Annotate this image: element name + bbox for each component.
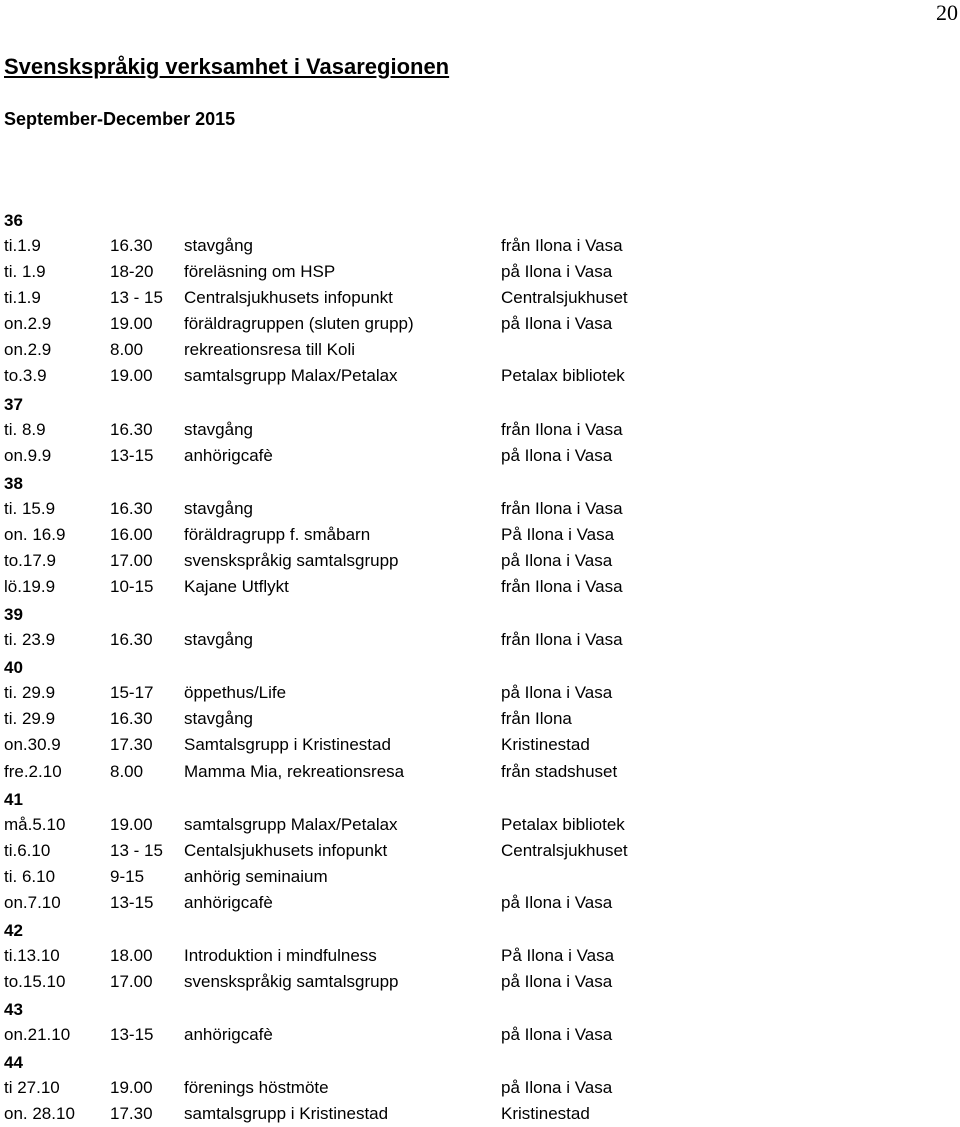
event-time: 19.00 [110,366,153,386]
schedule-row [4,1022,704,1048]
schedule-row [4,259,704,285]
event-date: ti.13.10 [4,945,60,965]
event-date: fre.2.10 [4,761,62,781]
event-name: öppethus/Life [184,683,287,703]
event-date: to.15.10 [4,972,66,992]
event-place: på Ilona i Vasa [501,1078,613,1098]
event-name: Centralsjukhusets infopunkt [184,288,393,308]
schedule-row [4,363,704,389]
event-name: svenskspråkig samtalsgrupp [184,972,399,992]
schedule-row [4,969,704,995]
event-time: 13 - 15 [110,288,163,308]
event-name: samtalsgrupp Malax/Petalax [184,366,398,386]
schedule-row [4,864,704,890]
event-date: to.3.9 [4,366,47,386]
document-title: Svenskspråkig verksamhet i Vasaregionen [4,54,450,79]
event-time: 16.30 [110,419,153,439]
event-time: 17.00 [110,972,153,992]
event-place: på Ilona i Vasa [501,445,613,465]
event-date: on. 16.9 [4,524,66,544]
event-time: 18.00 [110,945,153,965]
event-time: 16.30 [110,498,153,518]
event-name: stavgång [184,419,253,439]
event-place: på Ilona i Vasa [501,892,613,912]
event-time: 19.00 [110,1078,153,1098]
event-time: 16.30 [110,709,153,729]
schedule-row [4,890,704,916]
event-date: ti 27.10 [4,1078,60,1098]
event-place: Centralsjukhuset [501,288,628,308]
event-date: on.30.9 [4,735,61,755]
event-date: ti. 29.9 [4,709,56,729]
schedule-row [4,337,704,363]
event-time: 13-15 [110,1025,154,1045]
event-date: ti. 23.9 [4,630,56,650]
event-date: on.21.10 [4,1025,71,1045]
event-name: stavgång [184,236,253,255]
event-place: På Ilona i Vasa [501,524,615,544]
event-name: stavgång [184,630,253,650]
page-number: 20 [936,0,958,25]
event-time: 17.00 [110,550,153,570]
week-number-heading: 37 [4,394,23,414]
schedule-row [4,732,704,758]
event-place: Kristinestad [501,735,590,755]
schedule-row [4,522,704,548]
event-date: to.17.9 [4,550,56,570]
event-place: från Ilona i Vasa [501,498,623,518]
event-time: 19.00 [110,814,153,834]
event-name: rekreationsresa till Koli [184,340,356,360]
event-place: från Ilona i Vasa [501,236,623,255]
event-place: Petalax bibliotek [501,814,625,834]
event-place: på Ilona i Vasa [501,1025,613,1045]
event-time: 13 - 15 [110,840,163,860]
event-name: samtalsgrupp i Kristinestad [184,1104,389,1124]
schedule-row [4,233,704,259]
event-place: från Ilona i Vasa [501,630,623,650]
event-place: Petalax bibliotek [501,366,625,386]
event-place: på Ilona i Vasa [501,262,613,282]
event-name: föräldragrupp f. småbarn [184,524,371,544]
schedule-row [4,706,704,732]
event-time: 16.30 [110,236,153,255]
event-time: 9-15 [110,866,145,886]
document-subtitle: September-December 2015 [4,109,236,129]
event-time: 18-20 [110,262,154,282]
event-date: ti.1.9 [4,236,41,255]
schedule-row [4,1101,704,1127]
event-date: lö.19.9 [4,577,56,597]
event-date: ti. 15.9 [4,498,56,518]
week-number-heading: 41 [4,789,23,809]
event-time: 10-15 [110,577,154,597]
week-number-heading: 42 [4,920,23,940]
event-place: Kristinestad [501,1104,590,1124]
event-date: ti. 1.9 [4,262,46,282]
schedule-row [4,496,704,522]
schedule-row [4,838,704,864]
schedule-row [4,759,704,785]
event-place: Centralsjukhuset [501,840,628,860]
event-time: 19.00 [110,314,153,334]
event-date: ti.1.9 [4,288,41,308]
event-name: anhörigcafè [184,892,273,912]
event-place: från Ilona [501,709,572,729]
schedule-row [4,548,704,574]
event-name: Centalsjukhusets infopunkt [184,840,388,860]
event-name: föräldragruppen (sluten grupp) [184,314,414,334]
event-name: stavgång [184,498,253,518]
week-number-heading: 40 [4,658,23,678]
event-time: 17.30 [110,1104,153,1124]
event-date: må.5.10 [4,814,66,834]
event-name: Introduktion i mindfulness [184,945,377,965]
event-name: Mamma Mia, rekreationsresa [184,761,405,781]
event-name: samtalsgrupp Malax/Petalax [184,814,398,834]
week-number-heading: 36 [4,211,23,230]
event-place: på Ilona i Vasa [501,314,613,334]
schedule-row [4,285,704,311]
week-number-heading: 39 [4,605,23,625]
event-name: Samtalsgrupp i Kristinestad [184,735,391,755]
event-time: 16.00 [110,524,153,544]
event-place: På Ilona i Vasa [501,945,615,965]
event-time: 15-17 [110,683,154,703]
event-place: från Ilona i Vasa [501,577,623,597]
event-place: på Ilona i Vasa [501,683,613,703]
event-time: 8.00 [110,340,144,360]
schedule-row [4,311,704,337]
event-name: föreläsning om HSP [184,262,336,282]
week-number-heading: 38 [4,473,23,493]
schedule-row [4,1075,704,1101]
schedule-row [4,443,704,469]
event-place: på Ilona i Vasa [501,972,613,992]
event-time: 13-15 [110,445,154,465]
event-date: ti. 8.9 [4,419,46,439]
event-place: från Ilona i Vasa [501,419,623,439]
event-time: 17.30 [110,735,153,755]
event-name: svenskspråkig samtalsgrupp [184,550,399,570]
event-date: on.2.9 [4,314,52,334]
week-number-heading: 44 [4,1053,23,1073]
event-date: on.7.10 [4,892,61,912]
schedule-row [4,680,704,706]
event-place: från stadshuset [501,761,618,781]
event-name: förenings höstmöte [184,1078,329,1098]
schedule-row [4,812,704,838]
event-time: 16.30 [110,630,153,650]
schedule-row [4,574,704,600]
event-name: anhörig seminaium [184,866,328,886]
event-date: on.2.9 [4,340,52,360]
event-place: på Ilona i Vasa [501,550,613,570]
event-date: on. 28.10 [4,1104,75,1124]
event-date: ti. 6.10 [4,866,56,886]
event-date: ti.6.10 [4,840,51,860]
event-time: 13-15 [110,892,154,912]
event-date: on.9.9 [4,445,52,465]
schedule-row [4,943,704,969]
schedule-row [4,627,704,653]
schedule-row [4,417,704,443]
schedule-list [4,206,704,1127]
week-number-heading: 43 [4,1000,23,1020]
event-date: ti. 29.9 [4,683,56,703]
event-name: stavgång [184,709,253,729]
event-name: Kajane Utflykt [184,577,289,597]
event-name: anhörigcafè [184,1025,273,1045]
event-time: 8.00 [110,761,144,781]
event-name: anhörigcafè [184,445,273,465]
